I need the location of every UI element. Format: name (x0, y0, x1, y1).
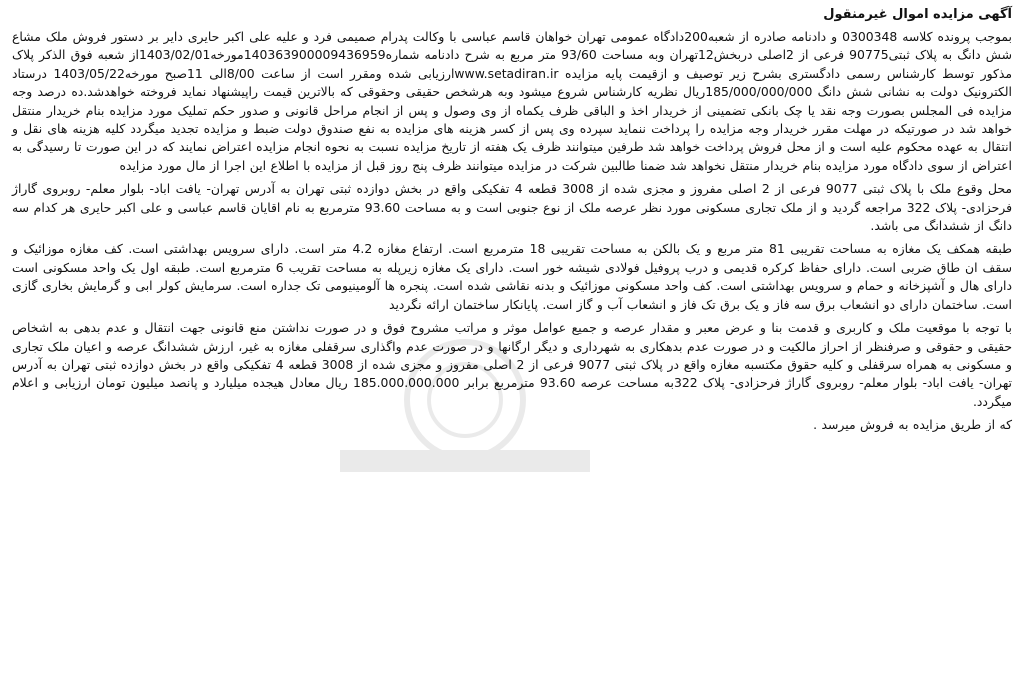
paragraph-auction-terms: بموجب پرونده کلاسه 0300348 و دادنامه صادره از شعبه200دادگاه عمومی تهران خواهان قاسم عباسی با وکالت پدرام صمیمی فرد و علیه علی اکبر حایری دایر بر دستور فروش ملک مشاع شش دانگ به پلاک ثبتی90775 فرعی از 2اصلی دربخش12تهران وبه مساحت 93/60 متر مربع به شرح دادنامه شماره140363900009436959مورخه1403/02/01از شعبه فوق الذکر پلاک مذکور توسط کارشناس رسمی دادگستری بشرح زیر توصیف و ازقیمت پایه مزایده www.setadiran.irارزیابی شده ومقرر است از ساعت 8/00الی 11صبح مورخه1403/05/22 درستاد الکترونیک دولت به نشانی شش دانگ 185/000/000/000ریال نظریه کارشناس شروع میشود وبه هرشخص حقیقی وحقوقی که بالاترین قیمت راپیشنهاد نماید فروخته خواهدشد.ده درصد وجه مزایده فی المجلس بصورت وجه نقد یا چک بانکی تضمینی از خریدار اخذ و الباقی ظرف یکماه از وی وصول و پس از انجام مراحل قانونی و صدور حکم تملیک مورد مزایده بنام خریدار منتقل خواهد شد در صورتیکه در مهلت مقرر خریدار وجه مزایده را پرداخت ننماید سپرده وی پس از کسر هزینه های مزایده به نفع صندوق دولت ضبط و مزایده تجدید میگردد کلیه هزینه های نقل و انتقال به عهده محکوم علیه است و از محل فروش پرداخت خواهد شد طرفین میتوانند ظرف یک هفته از تاریخ مزایده نسبت به نحوه انجام مزایده اعتراض نمایند که در این صورت تا رسیدگی به اعتراض از سوی دادگاه مورد مزایده بنام خریدار منتقل نخواهد شد ضمنا طالبین شرکت در مزایده میتوانند ظرف پنج روز قبل از مزایده با اطلاع این اجرا از مال مورد مزایده (12, 29, 1013, 173)
paragraph-closing: که از طریق مزایده به فروش میرسد . (813, 417, 1012, 433)
paragraph-property-location: محل وقوع ملک با پلاک ثبتی 9077 فرعی از 2 اصلی مفروز و مجزی شده از 3008 قطعه 4 تفکیکی واقع در بخش دوازده ثبتی تهران به آدرس تهران- یافت اباد- بلوار معلم- روبروی گاراژ فرحزادی- پلاک 322 مراجعه گردید و از ملک تجاری مسکونی مورد نظر عرصه ملک از نوع جنوبی است و به مساحت 93.60 مترمربع به نام اقایان قاسم عباسی و علی اکبر حایری هر کدام سه دانگ از ششدانگ می باشد. (12, 181, 1013, 234)
paragraph-property-description: طبقه همکف یک مغازه به مساحت تقریبی 81 متر مربع و یک بالکن به مساحت تقریبی 18 مترمربع است. ارتفاع مغازه 4.2 متر است. دارای سرویس بهداشتی است. کف مغازه موزائیک و سقف ان طاق ضربی است. دارای حفاظ کرکره قدیمی و درب پروفیل فولادی شیشه خور است. دارای یک مغازه زیرپله به مساحت تقریب 6 مترمربع است. طبقه اول یک واحد مسکونی است دارای هال و آشپزخانه و حمام و سرویس بهداشتی است. کف واحد مسکونی موزائیک و بدنه نقاشی شده است. پنجره ها آلومینیومی تک جداره است. سرمایش کولر ابی و گرمایش بخاری گازی است. ساختمان دارای دو انشعاب برق سه فاز و یک برق تک فاز و انشعاب آب و گاز است. پایانکار ساختمان ارائه نگردید (12, 241, 1012, 312)
paragraph-valuation: با توجه با موقعیت ملک و کاربری و قدمت بنا و عرض معبر و مقدار عرصه و جمیع عوامل موثر و مراتب مشروح فوق و در صورت نداشتن منع قانونی جهت انتقال و عدم بدهی به اشخاص حقیقی و حقوقی و صرفنظر از احراز مالکیت و در صورت عدم بدهکاری به شهرداری و دیگر ارگانها و در صورت عدم واگذاری سرقفلی مغازه به غیر، ارزش ششدانگ عرصه و اعیان ملک تجاری و مسکونی به همراه سرقفلی و کلیه حقوق مکتسبه مغازه واقع در پلاک ثبتی 9077 فرعی از 2 اصلی مفروز و مجزی شده از 3008 قطعه 4 تفکیکی واقع در بخش دوازده ثبتی تهران به آدرس تهران- یافت اباد- بلوار معلم- روبروی گاراژ فرحزادی- پلاک 322به مساحت عرصه 93.60 مترمربع برابر 185.000.000.000 ریال معادل هیجده میلیارد و پانصد میلیون تومان ارزیابی و اعلام میگردد. (12, 320, 1013, 409)
announcement-title: آگهی مزایده اموال غیرمنقول (823, 7, 1012, 22)
